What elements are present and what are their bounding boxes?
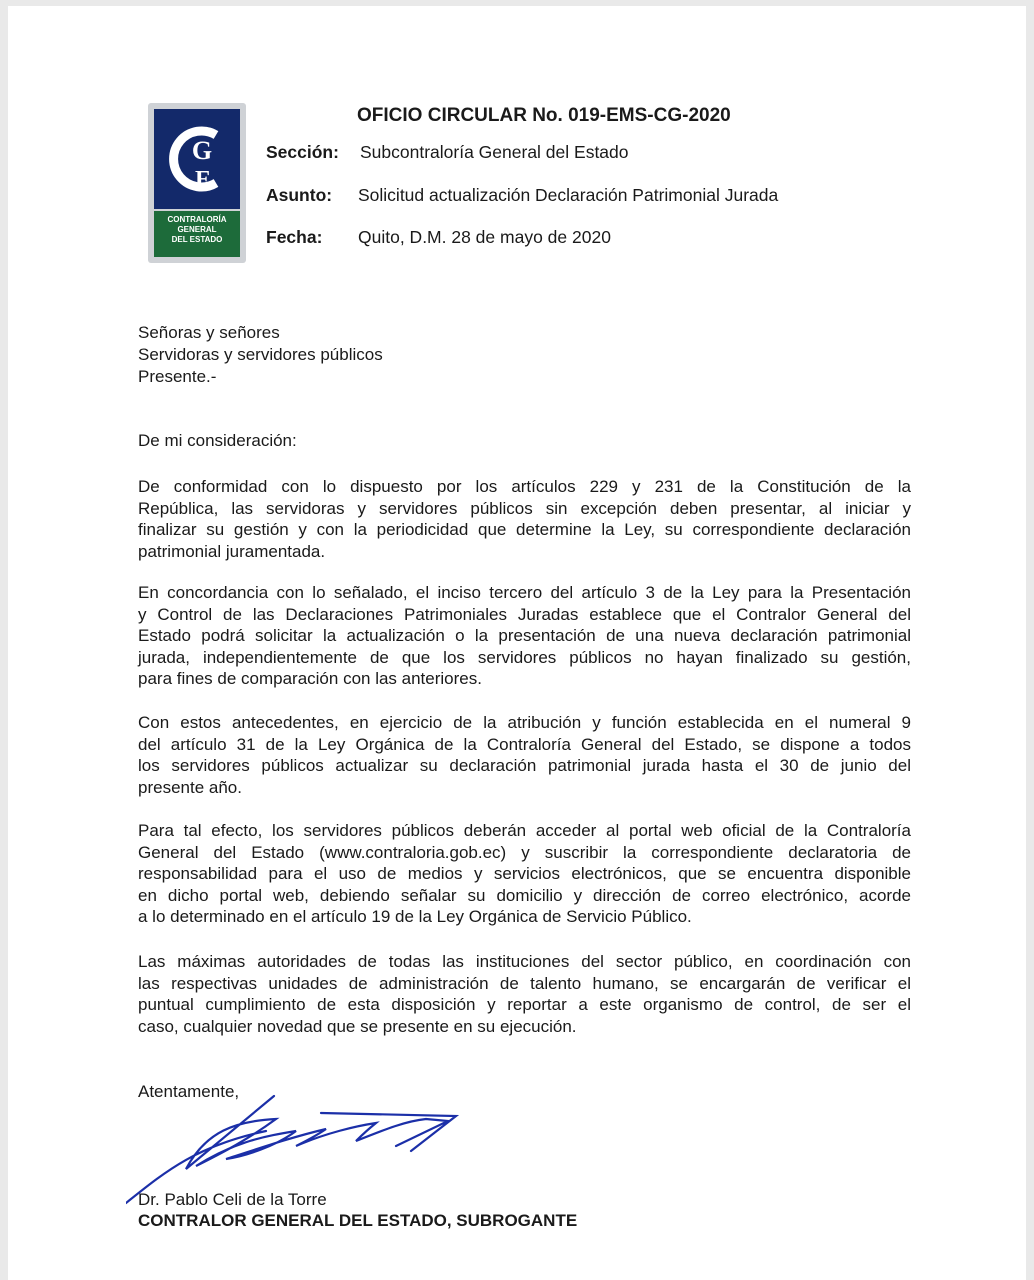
- closing: Atentamente,: [138, 1082, 240, 1101]
- document-page: [8, 6, 1026, 1280]
- subject-label: Asunto:: [266, 185, 333, 205]
- signer-position: CONTRALOR GENERAL DEL ESTADO, SUBROGANTE: [138, 1211, 578, 1230]
- logo-text-line: DEL ESTADO: [171, 235, 223, 244]
- paragraph-line: jurada, independientemente de que los servidores públicos no hayan finalizado su gestión,: [138, 647, 911, 667]
- paragraph-line: del artículo 31 de la Ley Orgánica de la Contraloría General del Estado, se dispone a todos: [138, 734, 911, 754]
- logo-emblem: [154, 109, 240, 209]
- paragraph-line: patrimonial juramentada.: [138, 541, 326, 561]
- document-title: OFICIO CIRCULAR No. 019-EMS-CG-2020: [357, 105, 731, 126]
- paragraph-line: De conformidad con lo dispuesto por los artículos 229 y 231 de la Constitución de la: [138, 477, 911, 496]
- paragraph-line: Con estos antecedentes, en ejercicio de la atribución y función establecida en el numeral 9: [138, 713, 911, 732]
- paragraph-line: finalizar su gestión y con la periodicidad que determine la Ley, su correspondiente declaración: [138, 520, 911, 539]
- svg-text:G: G: [191, 136, 213, 165]
- paragraph-line: para fines de comparación con las anteriores.: [138, 669, 482, 688]
- salutation: De mi consideración:: [138, 431, 297, 450]
- recipient-line: Servidoras y servidores públicos: [138, 345, 383, 364]
- paragraph-line: responsabilidad para el uso de medios y servicios electrónicos, que se encuentra disponible: [138, 864, 911, 883]
- paragraph-line: presente año.: [138, 777, 242, 797]
- paragraph-line: las respectivas unidades de administración de talento humano, se encargarán de verificar el: [138, 973, 911, 993]
- body-paragraph: [138, 820, 911, 928]
- paragraph-line: General del Estado (www.contraloria.gob.ec) y suscribir la correspondiente declaratoria de: [138, 842, 911, 862]
- recipient-line: Presente.-: [138, 367, 217, 386]
- section-value: Subcontraloría General del Estado: [360, 142, 629, 162]
- subject-value: Solicitud actualización Declaración Patrimonial Jurada: [358, 185, 779, 205]
- body-paragraph: [138, 951, 911, 1037]
- paragraph-line: Para tal efecto, los servidores públicos deberán acceder al portal web oficial de la Contraloría: [138, 821, 911, 840]
- date-value: Quito, D.M. 28 de mayo de 2020: [358, 227, 611, 247]
- contraloria-logo: [148, 103, 246, 263]
- paragraph-line: Estado podrá solicitar la actualización o la presentación de una nueva declaración patrimonial: [138, 626, 911, 645]
- paragraph-line: Las máximas autoridades de todas las instituciones del sector público, en coordinación con: [138, 952, 911, 971]
- paragraph-line: a lo determinado en el artículo 19 de la Ley Orgánica de Servicio Público.: [138, 907, 692, 926]
- section-label: Sección:: [266, 142, 339, 162]
- logo-caption: [154, 211, 240, 257]
- paragraph-line: en dicho portal web, debiendo señalar su domicilio y dirección de correo electrónico, acorde: [138, 885, 911, 905]
- paragraph-line: puntual cumplimiento de esta disposición y reportar a este organismo de control, de ser el: [138, 995, 911, 1014]
- paragraph-line: República, las servidoras y servidores públicos sin excepción deben presentar, al iniciar y: [138, 498, 911, 518]
- paragraph-line: caso, cualquier novedad que se presente en su ejecución.: [138, 1016, 577, 1036]
- svg-text:E: E: [194, 167, 212, 193]
- body-paragraph: [138, 476, 911, 562]
- paragraph-line: y Control de las Declaraciones Patrimoniales Juradas establece que el Contralor General del: [138, 604, 911, 624]
- paragraph-line: En concordancia con lo señalado, el inciso tercero del artículo 3 de la Ley para la Presentación: [138, 583, 911, 602]
- body-paragraph: [138, 712, 911, 798]
- body-paragraph: [138, 582, 911, 690]
- date-label: Fecha:: [266, 227, 323, 247]
- signer-name: Dr. Pablo Celi de la Torre: [138, 1190, 327, 1209]
- recipient-line: Señoras y señores: [138, 323, 280, 342]
- paragraph-line: los servidores públicos actualizar su declaración patrimonial jurada hasta el 30 de junio del: [138, 756, 911, 775]
- logo-text-line: GENERAL: [177, 225, 217, 234]
- logo-text-line: CONTRALORÍA: [167, 215, 227, 224]
